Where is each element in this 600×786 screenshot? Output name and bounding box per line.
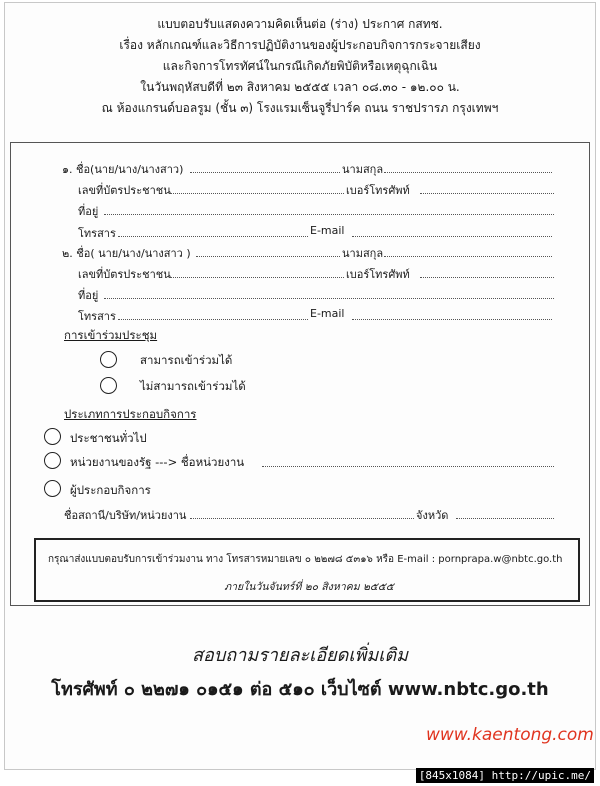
form-header xyxy=(0,14,600,119)
attend-no-label: ไม่สามารถเข้าร่วมได้ xyxy=(140,379,246,393)
person2-fax-field[interactable] xyxy=(118,319,308,320)
header-title: แบบตอบรับแสดงความคิดเห็นต่อ (ร่าง) ประกาศ กสทช. xyxy=(157,17,443,31)
person1-phone-label: เบอร์โทรศัพท์ xyxy=(346,184,410,197)
person2-phone-field[interactable] xyxy=(420,277,554,278)
header-subject: เรื่อง หลักเกณฑ์และวิธีการปฏิบัติงานของผู้ประกอบกิจการกระจายเสียง xyxy=(119,38,481,52)
attend-yes-radio[interactable] xyxy=(100,351,117,368)
person2-address-field[interactable] xyxy=(104,298,554,299)
person2-phone-label: เบอร์โทรศัพท์ xyxy=(346,268,410,281)
business-type-title: ประเภทการประกอบกิจการ xyxy=(64,407,197,421)
person2-surname-field[interactable] xyxy=(384,256,552,257)
person2-name-label: ๒. ชื่อ( นาย/นาง/นางสาว ) xyxy=(62,247,191,260)
type-public-label: ประชาชนทั่วไป xyxy=(70,431,147,445)
header-subject-cont: และกิจการโทรทัศน์ในกรณีเกิดภัยพิบัติหรือเหตุฉุกเฉิน xyxy=(162,59,438,73)
type-government-label: หน่วยงานของรัฐ ---> ชื่อหน่วยงาน xyxy=(70,455,245,469)
person2-email-label: E-mail xyxy=(310,307,345,320)
person1-name-label: ๑. ชื่อ(นาย/นาง/นางสาว) xyxy=(62,163,184,176)
person1-fax-label: โทรสาร xyxy=(78,227,116,240)
person1-email-label: E-mail xyxy=(310,224,345,237)
province-field[interactable] xyxy=(456,518,554,519)
org-label: ชื่อสถานี/บริษัท/หน่วยงาน xyxy=(64,509,187,522)
person1-surname-field[interactable] xyxy=(384,172,552,173)
person2-address-label: ที่อยู่ xyxy=(78,289,99,302)
header-date: ในวันพฤหัสบดีที่ ๒๓ สิงหาคม ๒๕๕๕ เวลา ๐๘.๓๐ - ๑๒.๐๐ น. xyxy=(140,80,460,94)
type-operator-radio[interactable] xyxy=(44,480,61,497)
person1-address-field[interactable] xyxy=(104,214,554,215)
image-host-tag: [845x1084] http://upic.me/ xyxy=(416,768,594,783)
submission-notice xyxy=(34,538,580,602)
person2-fax-label: โทรสาร xyxy=(78,310,116,323)
org-field[interactable] xyxy=(190,518,414,519)
type-public-radio[interactable] xyxy=(44,428,61,445)
attendance-title: การเข้าร่วมประชุม xyxy=(64,328,158,342)
government-agency-field[interactable] xyxy=(262,466,554,467)
person1-surname-label: นามสกุล xyxy=(342,163,384,176)
person2-email-field[interactable] xyxy=(352,319,552,320)
person1-fax-field[interactable] xyxy=(118,236,308,237)
type-government-radio[interactable] xyxy=(44,452,61,469)
notice-deadline: ภายในวันจันทร์ที่ ๒๐ สิงหาคม ๒๕๕๕ xyxy=(224,581,394,593)
attend-yes-label: สามารถเข้าร่วมได้ xyxy=(140,353,233,367)
person1-id-label: เลขที่บัตรประชาชน xyxy=(78,184,171,197)
person2-surname-label: นามสกุล xyxy=(342,247,384,260)
person1-phone-field[interactable] xyxy=(420,193,554,194)
person1-name-field[interactable] xyxy=(190,172,340,173)
attend-no-radio[interactable] xyxy=(100,377,117,394)
type-operator-label: ผู้ประกอบกิจการ xyxy=(70,483,151,497)
province-label: จังหวัด xyxy=(416,509,449,522)
person2-id-label: เลขที่บัตรประชาชน xyxy=(78,268,171,281)
inquiry-title: สอบถามรายละเอียดเพิ่มเติม xyxy=(192,645,408,666)
watermark: www.kaentong.com xyxy=(426,725,594,745)
inquiry-contact: โทรศัพท์ ๐ ๒๒๗๑ ๐๑๕๑ ต่อ ๕๑๐ เว็บไซต์ www.nbtc.go.th xyxy=(51,679,549,700)
person1-email-field[interactable] xyxy=(352,236,552,237)
person2-id-field[interactable] xyxy=(170,277,344,278)
person1-id-field[interactable] xyxy=(170,193,344,194)
notice-instructions: กรุณาส่งแบบตอบรับการเข้าร่วมงาน ทาง โทรสารหมายเลข ๐ ๒๒๗๘ ๕๓๑๖ หรือ E-mail : pornprapa.w@nbtc.go.th xyxy=(48,554,563,565)
header-venue: ณ ห้องแกรนด์บอลรูม (ชั้น ๓) โรงแรมเซ็นจูรี่ปาร์ค ถนน ราชปรารภ กรุงเทพฯ xyxy=(101,101,499,115)
person1-address-label: ที่อยู่ xyxy=(78,205,99,218)
person2-name-field[interactable] xyxy=(196,256,340,257)
